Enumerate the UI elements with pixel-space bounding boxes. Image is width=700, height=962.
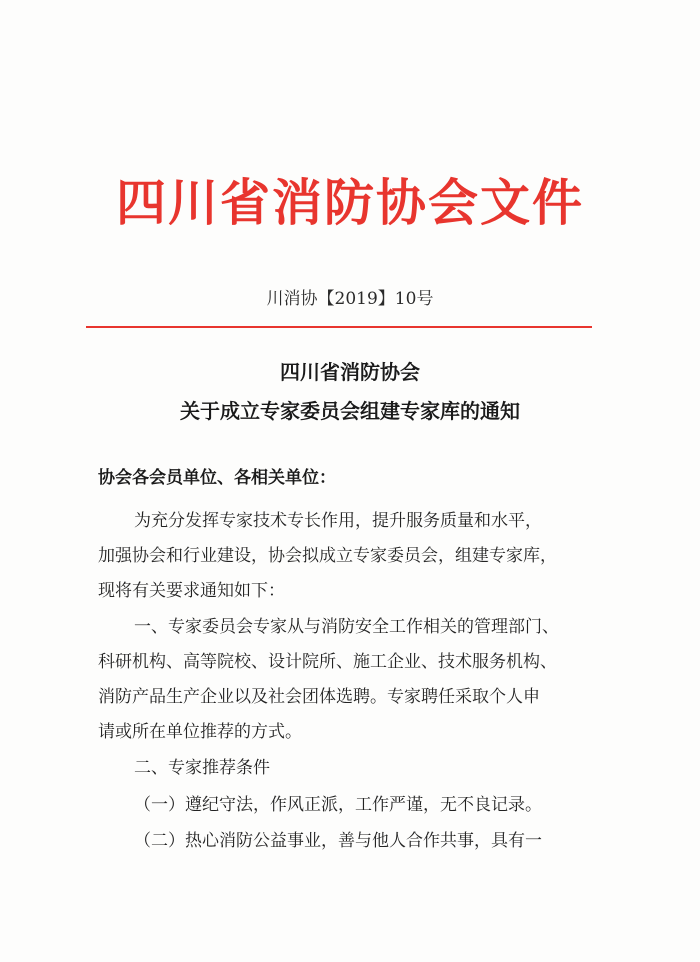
body-line: 消防产品生产企业以及社会团体选聘。专家聘任采取个人申 — [98, 687, 540, 707]
body-line: 加强协会和行业建设，协会拟成立专家委员会，组建专家库， — [98, 546, 557, 566]
body-line: 现将有关要求通知如下： — [98, 581, 285, 601]
body-line: （二）热心消防公益事业，善与他人合作共事，具有一 — [134, 831, 542, 851]
body-line: 为充分发挥专家技术专长作用，提升服务质量和水平， — [134, 511, 542, 531]
body-line: （一）遵纪守法，作风正派，工作严谨，无不良记录。 — [134, 795, 542, 815]
salutation: 协会各会员单位、各相关单位： — [98, 468, 336, 488]
body-line: 科研机构、高等院校、设计院所、施工企业、技术服务机构、 — [98, 652, 557, 672]
notice-title-line-2: 关于成立专家委员会组建专家库的通知 — [180, 399, 520, 423]
body-line: 请或所在单位推荐的方式。 — [98, 722, 302, 742]
body-line: 一、专家委员会专家从与消防安全工作相关的管理部门、 — [134, 617, 559, 637]
document-number: 川消协【2019】10号 — [266, 289, 434, 309]
notice-title-line-1: 四川省消防协会 — [280, 360, 420, 384]
issuer-title: 四川省消防协会文件 — [116, 173, 584, 232]
red-divider-line — [86, 326, 592, 328]
body-line: 二、专家推荐条件 — [134, 758, 270, 778]
